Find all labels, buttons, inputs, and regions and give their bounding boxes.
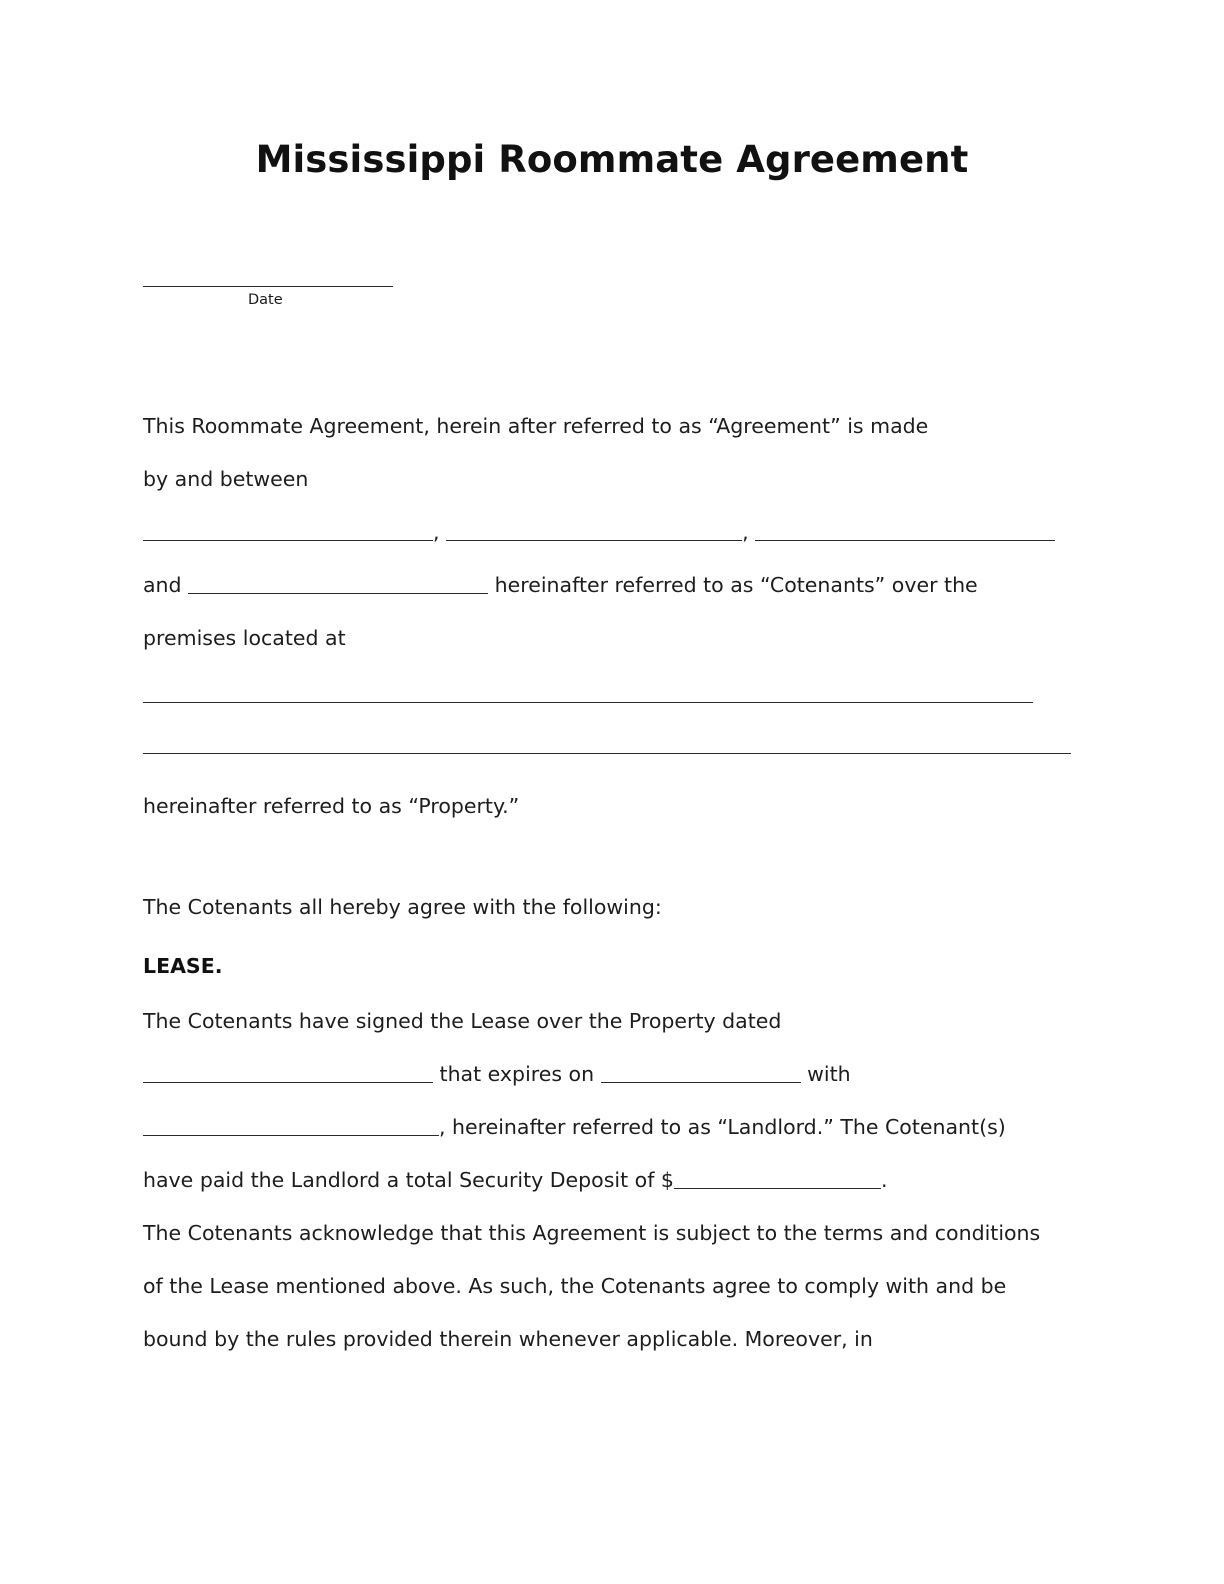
cotenants-text: hereinafter referred to as “Cotenants” over the <box>494 573 978 597</box>
security-deposit-period: . <box>880 1168 888 1192</box>
parties-separator-2: , <box>742 520 749 544</box>
lease-expiry-date-blank[interactable] <box>601 1063 801 1083</box>
parties-separator-1: , <box>433 520 440 544</box>
agree-line: The Cotenants all hereby agree with the following: <box>143 895 662 919</box>
intro-line-2: by and between <box>143 467 309 491</box>
lease-line-2 <box>143 1048 1073 1101</box>
party-4-blank[interactable] <box>188 574 488 594</box>
spacer <box>143 833 1073 881</box>
and-word: and <box>143 573 182 597</box>
party-3-blank[interactable] <box>755 521 1055 541</box>
lease-line-1: The Cotenants have signed the Lease over the Property dated <box>143 1009 782 1033</box>
lease-paragraph: The Cotenants acknowledge that this Agreement is subject to the terms and conditions of the Lease mentioned above. As such, the Cotenants agree to comply with and be bound by the rules provided therein whenever applicable. Moreover, in <box>143 1221 1041 1351</box>
lease-line-4 <box>143 1154 1073 1207</box>
lease-date-blank[interactable] <box>143 1063 433 1083</box>
property-definition-line: hereinafter referred to as “Property.” <box>143 794 520 818</box>
party-2-blank[interactable] <box>446 521 742 541</box>
landlord-text: , hereinafter referred to as “Landlord.” The Cotenant(s) <box>439 1115 1006 1139</box>
property-address-blank-line-1[interactable] <box>143 702 1033 703</box>
intro-line-1: This Roommate Agreement, herein after referred to as “Agreement” is made <box>143 414 929 438</box>
date-blank-line[interactable] <box>143 286 393 287</box>
cotenants-line <box>143 559 1073 612</box>
premises-line: premises located at <box>143 626 346 650</box>
date-field-block <box>143 286 1224 308</box>
property-address-blank-line-2[interactable] <box>143 753 1071 754</box>
security-deposit-text: have paid the Landlord a total Security Deposit of $ <box>143 1168 674 1192</box>
section-heading-lease: LEASE. <box>143 954 223 978</box>
date-label: Date <box>248 292 283 308</box>
lease-with-text: with <box>807 1062 851 1086</box>
landlord-name-blank[interactable] <box>143 1116 439 1136</box>
security-deposit-blank[interactable] <box>674 1169 881 1189</box>
lease-expires-text: that expires on <box>439 1062 595 1086</box>
lease-line-3 <box>143 1101 1073 1154</box>
parties-line <box>143 506 1073 559</box>
party-1-blank[interactable] <box>143 521 433 541</box>
page-title: Mississippi Roommate Agreement <box>255 138 969 181</box>
document-body <box>143 400 1073 1366</box>
